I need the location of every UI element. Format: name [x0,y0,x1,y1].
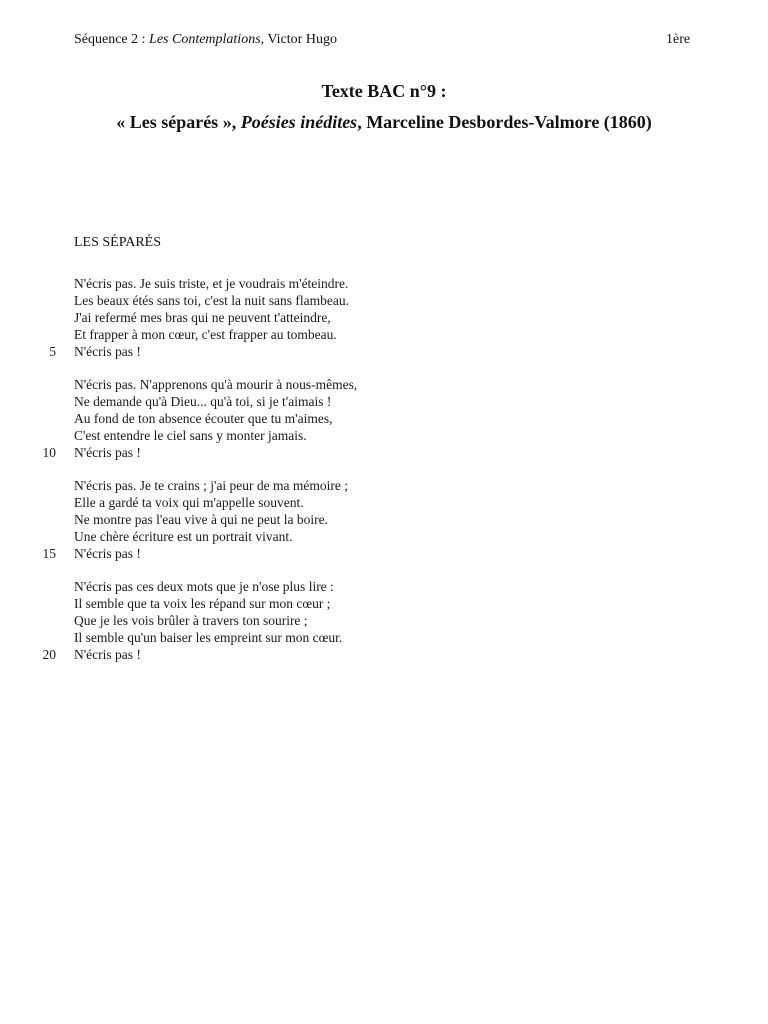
poem-line: N'écris pas. N'apprenons qu'à mourir à nous-mêmes, [74,377,358,392]
poem-line: Et frapper à mon cœur, c'est frapper au tombeau. [74,327,337,342]
poem-line: Ne demande qu'à Dieu... qu'à toi, si je t'aimais ! [74,394,332,409]
poem-line: N'écris pas ! [74,647,141,662]
poem-line: Elle a gardé ta voix qui m'appelle souvent. [74,495,304,510]
document-subtitle [0,112,768,133]
poem-line: J'ai refermé mes bras qui ne peuvent t'atteindre, [74,310,331,325]
line-number: 20 [42,647,56,662]
subtitle-poem-name: « Les séparés », [116,112,241,132]
running-header [74,32,337,48]
poem-line: N'écris pas. Je te crains ; j'ai peur de ma mémoire ; [74,478,349,493]
poem-line: Il semble qu'un baiser les empreint sur mon cœur. [74,630,343,645]
poem-line: N'écris pas ! [74,445,141,460]
subtitle-author-date: , Marceline Desbordes-Valmore (1860) [357,112,652,132]
document-title: Texte BAC n°9 : [321,81,447,101]
header-sequence: Séquence 2 : [74,32,150,47]
poem-title: LES SÉPARÉS [74,235,162,250]
header-level: 1ère [666,32,691,47]
poem-line: N'écris pas ! [74,344,141,359]
poem-line: Ne montre pas l'eau vive à qui ne peut la boire. [74,512,328,527]
poem-line: Une chère écriture est un portrait vivant. [74,529,293,544]
header-author: , Victor Hugo [260,32,337,47]
poem-line: Que je les vois brûler à travers ton sourire ; [74,613,308,628]
poem-line: N'écris pas ces deux mots que je n'ose plus lire : [74,579,334,594]
poem-line: Au fond de ton absence écouter que tu m'aimes, [74,411,333,426]
poem-line: N'écris pas. Je suis triste, et je voudrais m'éteindre. [74,276,349,291]
poem-line: N'écris pas ! [74,546,141,561]
subtitle-collection: Poésies inédites [240,112,358,132]
line-number: 5 [49,344,56,359]
poem-line: Les beaux étés sans toi, c'est la nuit sans flambeau. [74,293,349,308]
line-number: 10 [42,445,56,460]
poem-line: Il semble que ta voix les répand sur mon cœur ; [74,596,331,611]
header-work-title: Les Contemplations [149,32,261,47]
line-number: 15 [42,546,56,561]
poem-line: C'est entendre le ciel sans y monter jamais. [74,428,307,443]
